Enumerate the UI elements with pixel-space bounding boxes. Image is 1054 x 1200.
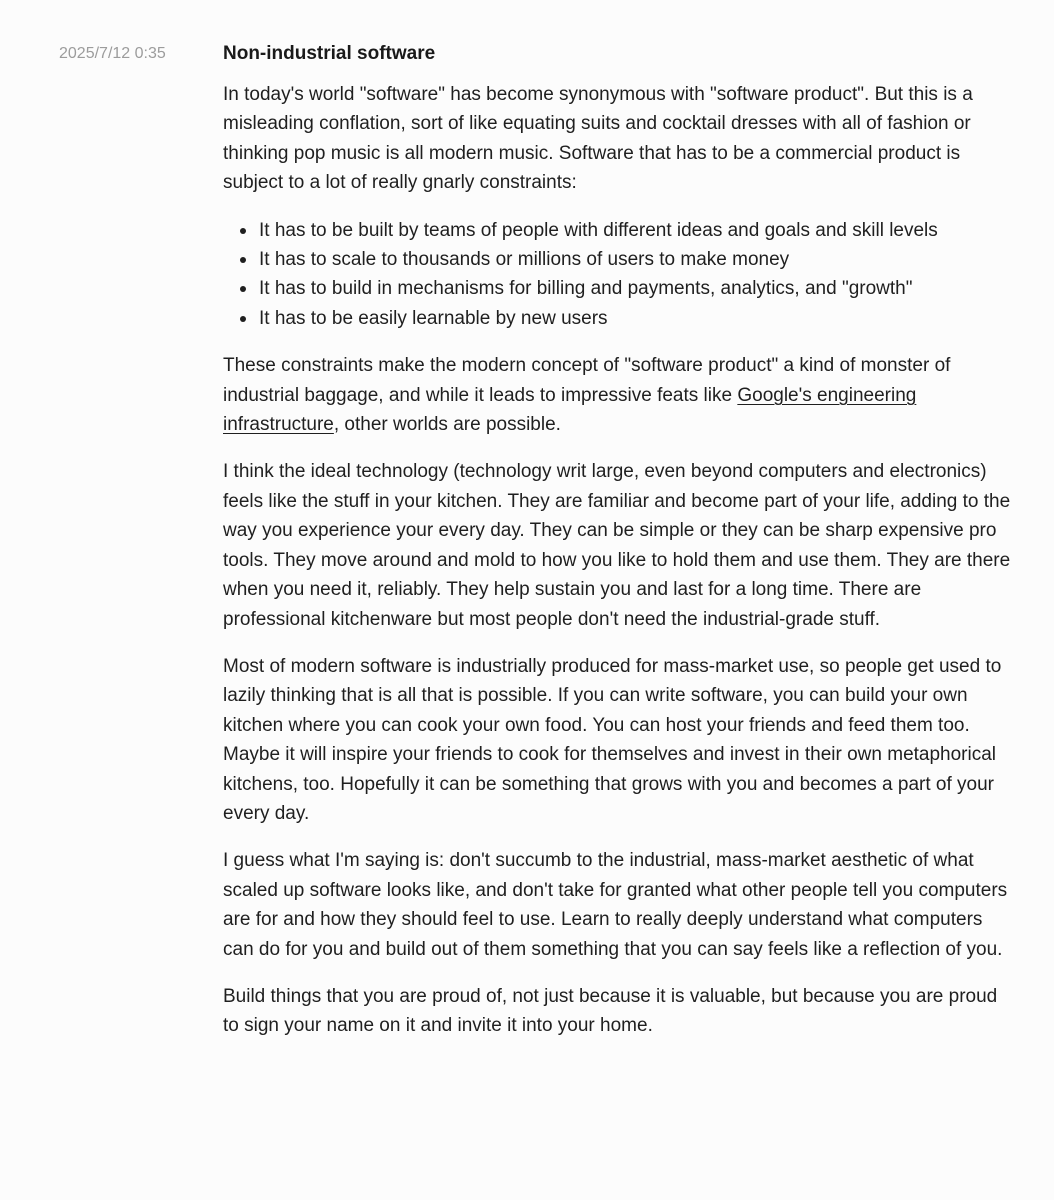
list-item-text: It has to be easily learnable by new users: [259, 307, 608, 329]
google-infrastructure-link[interactable]: Google's engineering infrastructure: [223, 384, 917, 436]
list-item: [259, 304, 1013, 333]
bullet-icon: [240, 286, 246, 292]
bullet-icon: [240, 316, 246, 322]
bullet-icon: [240, 257, 246, 263]
list-item: [259, 274, 1013, 303]
paragraph-intro: In today's world "software" has become synonymous with "software product". But this is a misleading conflation, sort of like equating suits and cocktail dresses with all of fashion or thinking pop music is all modern music. Software that has to be a commercial product is subject to a lot of really gnarly constraints:: [223, 84, 973, 194]
list-item-text: It has to be built by teams of people with different ideas and goals and skill levels: [259, 219, 938, 241]
constraints-list: [223, 216, 1013, 334]
post-title: Non-industrial software: [223, 43, 436, 64]
post-body: [223, 41, 1013, 1059]
paragraph-aesthetic: I guess what I'm saying is: don't succumb to the industrial, mass-market aesthetic of what scaled up software looks like, and don't take for granted what other people tell you computers are for and how they should feel to use. Learn to really deeply understand what computers can do for you and build out of them something that you can say feels like a reflection of you.: [223, 850, 1008, 960]
list-item: [259, 216, 1013, 245]
paragraph-constraints: [223, 351, 1013, 439]
list-item-text: It has to build in mechanisms for billing and payments, analytics, and "growth": [259, 278, 913, 300]
paragraph-closing: Build things that you are proud of, not just because it is valuable, but because you are proud to sign your name on it and invite it into your home.: [223, 985, 998, 1037]
paragraph-mass-market: Most of modern software is industrially produced for mass-market use, so people get used to lazily thinking that is all that is possible. If you can write software, you can build your own kitchen where you can cook your own food. You can host your friends and feed them too. Maybe it will inspire your friends to cook for themselves and invest in their own metaphorical kitchens, too. Hopefully it can be something that grows with you and becomes a part of your every day.: [223, 655, 1002, 824]
paragraph-kitchen: I think the ideal technology (technology writ large, even beyond computers and electronics) feels like the stuff in your kitchen. They are familiar and become part of your life, adding to the way you experience your every day. They can be simple or they can be sharp expensive pro tools. They move around and mold to how you like to hold them and use them. They are there when you need it, reliably. They help sustain you and last for a long time. There are professional kitchenware but most people don't need the industrial-grade stuff.: [223, 461, 1011, 630]
list-item: [259, 245, 1013, 274]
post-timestamp: 2025/7/12 0:35: [59, 45, 166, 62]
bullet-icon: [240, 228, 246, 234]
list-item-text: It has to scale to thousands or millions of users to make money: [259, 249, 790, 271]
paragraph-text: , other worlds are possible.: [333, 414, 561, 436]
paragraph-text: These constraints make the modern concept of "software product" a kind of monster of industrial baggage, and while it leads to impressive feats like: [223, 355, 951, 406]
